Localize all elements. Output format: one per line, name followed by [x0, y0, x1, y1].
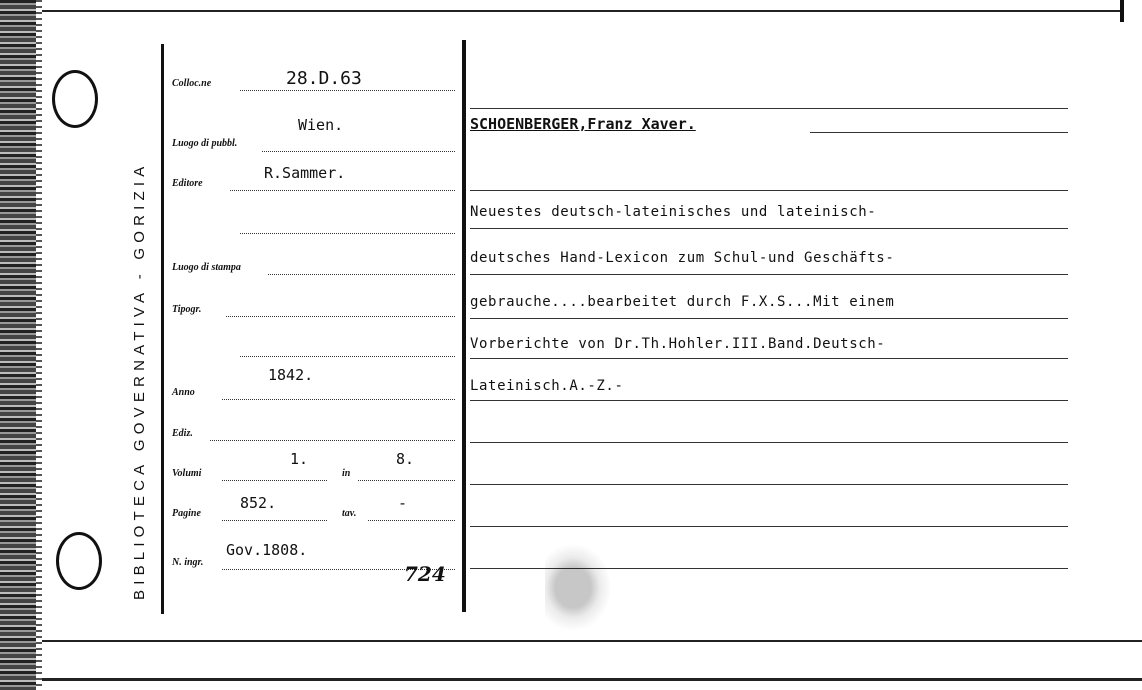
value-anno: 1842. [268, 366, 314, 384]
value-volumi-to: 8. [396, 450, 415, 468]
center-divider [462, 40, 466, 612]
record-rule-3 [470, 228, 1068, 229]
record-rule-8 [470, 442, 1068, 443]
punch-hole-bottom [56, 532, 102, 590]
record-line-2: deutsches Hand-Lexicon zum Schul-und Geschäfts- [470, 250, 895, 266]
card-left-edge-shadow [36, 0, 42, 690]
label-pagine: Pagine [172, 508, 201, 519]
label-tav: tav. [342, 508, 357, 519]
record-rule-7 [470, 400, 1068, 401]
value-pagine: 852. [240, 494, 277, 512]
record-rule-1 [810, 132, 1068, 133]
record-line-5: Lateinisch.A.-Z.- [470, 378, 624, 394]
label-n-ingr: N. ingr. [172, 557, 204, 568]
record-rule-6 [470, 358, 1068, 359]
card-left-edge [0, 0, 36, 690]
rule-luogo-stampa [268, 274, 455, 275]
rule-collocazione [240, 90, 455, 91]
library-spine-label: BIBLIOTECA GOVERNATIVA - GORIZIA [131, 161, 148, 600]
label-luogo-pubbl: Luogo di pubbl. [172, 138, 238, 149]
record-rule-9 [470, 484, 1068, 485]
value-tav: - [398, 494, 408, 512]
rule-blank-2 [240, 356, 455, 357]
label-anno: Anno [172, 387, 195, 398]
rule-editore [230, 190, 455, 191]
library-stamp-smudge [545, 540, 615, 635]
value-editore: R.Sammer. [264, 164, 346, 182]
label-volumi-in: in [342, 468, 351, 479]
label-editore: Editore [172, 178, 203, 189]
value-volumi-from: 1. [290, 450, 309, 468]
record-line-1: Neuestes deutsch-lateinisches und lateinisch- [470, 204, 877, 220]
rule-volumi-to [358, 480, 455, 481]
record-rule-10 [470, 526, 1068, 527]
value-collocazione: 28.D.63 [286, 68, 362, 89]
rule-pagine [222, 520, 327, 521]
record-line-4: Vorberichte von Dr.Th.Hohler.III.Band.Deutsch- [470, 336, 886, 352]
record-heading: SCHOENBERGER,Franz Xaver. [470, 115, 696, 133]
rule-blank-1 [240, 233, 455, 234]
label-collocazione: Colloc.ne [172, 78, 212, 89]
label-volumi: Volumi [172, 468, 202, 479]
label-tipogr: Tipogr. [172, 304, 202, 315]
label-luogo-stampa: Luogo di stampa [172, 262, 241, 273]
right-edge-mark [1120, 0, 1124, 22]
label-ediz: Ediz. [172, 428, 193, 439]
left-field-divider [161, 44, 164, 614]
record-line-3: gebrauche....bearbeitet durch F.X.S...Mit einem [470, 294, 895, 310]
record-rule-5 [470, 318, 1068, 319]
top-border [42, 10, 1122, 12]
value-n-ingr: Gov.1808. [226, 541, 308, 559]
record-rule-0 [470, 108, 1068, 109]
rule-tav [368, 520, 455, 521]
value-luogo-pubbl: Wien. [298, 116, 344, 134]
punch-hole-top [52, 70, 98, 128]
bottom-border-lower [42, 678, 1142, 681]
bottom-border-upper [42, 640, 1142, 642]
record-rule-4 [470, 274, 1068, 275]
rule-volumi-from [222, 480, 327, 481]
rule-luogo-pubbl [262, 151, 455, 152]
record-rule-2 [470, 190, 1068, 191]
shelf-number-handwritten: 724 [404, 562, 446, 586]
rule-anno [222, 399, 455, 400]
rule-ediz [210, 440, 455, 441]
rule-tipogr [226, 316, 455, 317]
